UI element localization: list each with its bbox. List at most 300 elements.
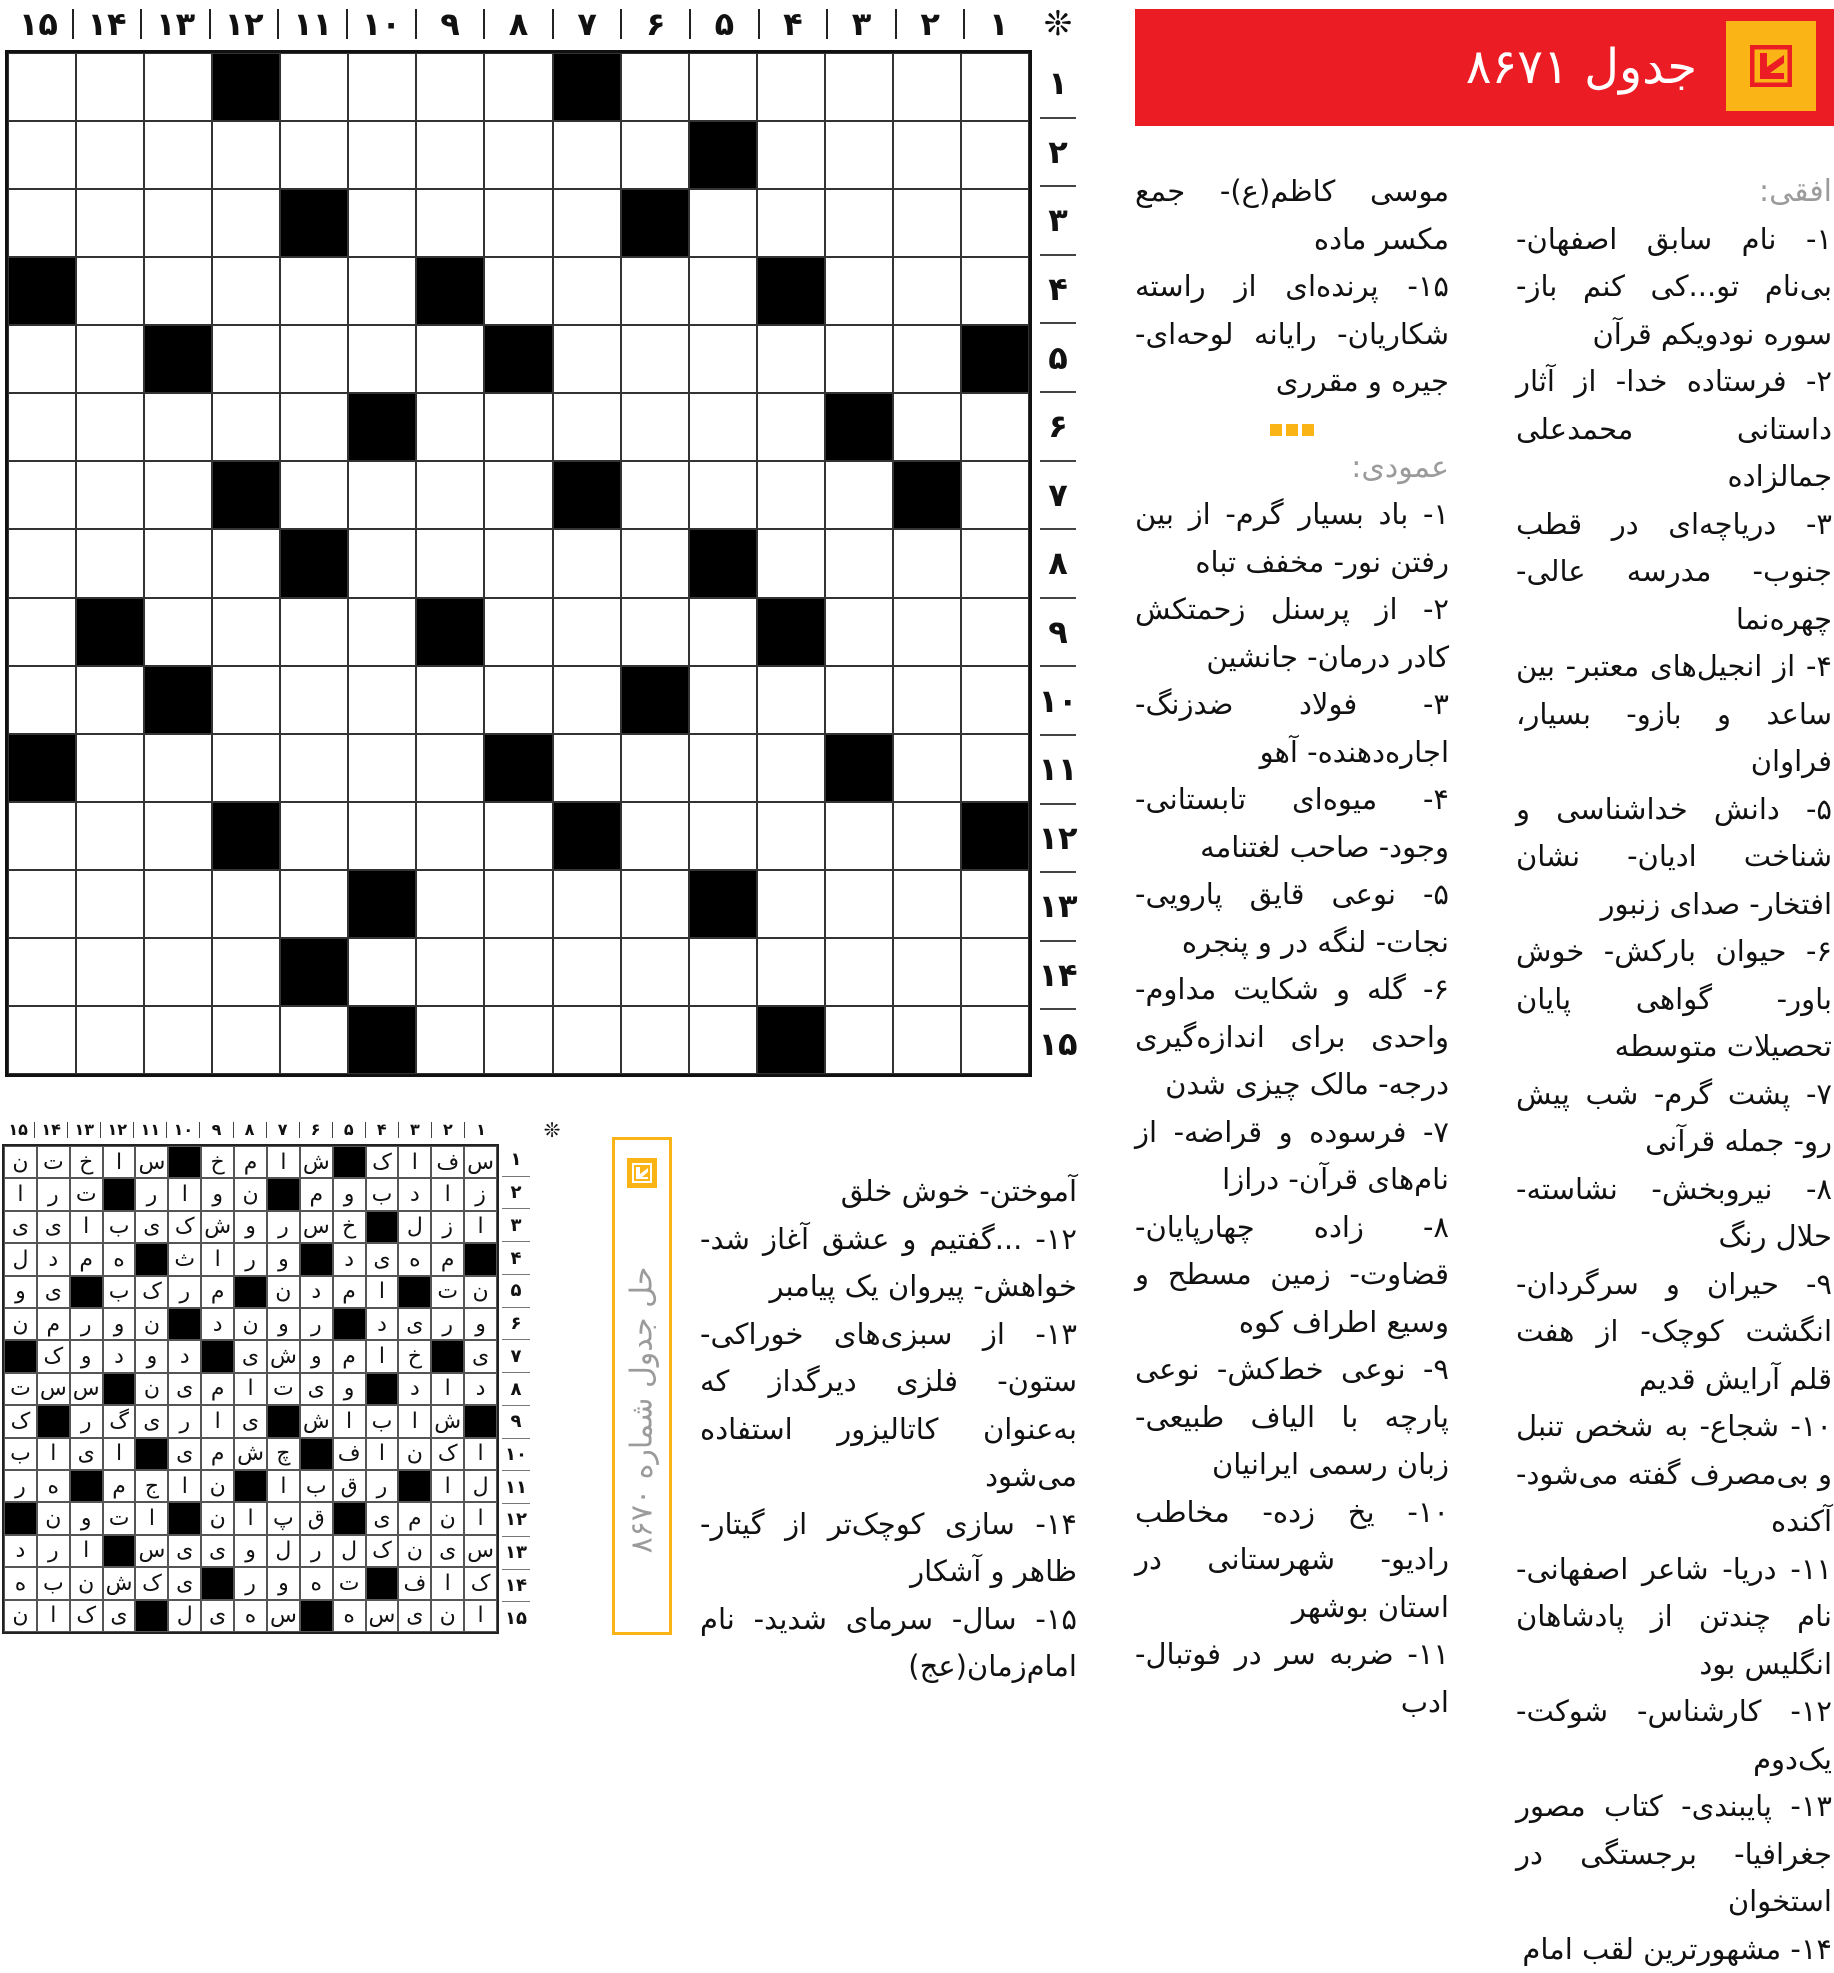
empty-cell[interactable] (8, 189, 76, 257)
down-clue: ۱۵- سال- سرمای شدید- نام امام‌زمان(عج) (700, 1596, 1077, 1691)
empty-cell[interactable] (348, 189, 416, 257)
solution-letter: ب (366, 1178, 399, 1210)
empty-cell[interactable] (76, 393, 144, 461)
puzzle-title: جدول ۸۶۷۱ (1466, 9, 1697, 126)
solution-letter: چ (267, 1438, 300, 1470)
empty-cell[interactable] (689, 189, 757, 257)
empty-cell[interactable] (416, 666, 484, 734)
solution-letter: خ (333, 1211, 366, 1243)
empty-cell[interactable] (280, 257, 348, 325)
empty-cell[interactable] (825, 1006, 893, 1074)
empty-cell[interactable] (621, 1006, 689, 1074)
solution-letter: ر (267, 1211, 300, 1243)
empty-cell[interactable] (553, 734, 621, 802)
solution-letter: ر (234, 1567, 267, 1599)
empty-cell[interactable] (212, 598, 280, 666)
empty-cell[interactable] (553, 393, 621, 461)
solution-letter: ن (4, 1600, 37, 1632)
empty-cell[interactable] (689, 53, 757, 121)
empty-cell[interactable] (825, 121, 893, 189)
empty-cell[interactable] (212, 734, 280, 802)
empty-cell[interactable] (553, 257, 621, 325)
empty-cell[interactable] (484, 257, 552, 325)
down-clue: ۱۱- ضربه سر در فوتبال- ادب (1135, 1631, 1449, 1726)
solution-letter: ا (234, 1502, 267, 1534)
empty-cell[interactable] (553, 666, 621, 734)
empty-cell[interactable] (8, 598, 76, 666)
empty-cell[interactable] (757, 189, 825, 257)
empty-cell[interactable] (76, 802, 144, 870)
solution-letter: ر (168, 1276, 201, 1308)
empty-cell[interactable] (348, 802, 416, 870)
solution-title (612, 1205, 672, 1615)
row-number: ۹ (502, 1406, 530, 1439)
empty-cell[interactable] (8, 121, 76, 189)
empty-cell[interactable] (76, 666, 144, 734)
empty-cell[interactable] (553, 121, 621, 189)
empty-cell[interactable] (825, 666, 893, 734)
column-number: ۸ (233, 1122, 266, 1138)
solution-row-numbers (502, 1144, 530, 1634)
empty-cell[interactable] (689, 257, 757, 325)
empty-cell[interactable] (280, 870, 348, 938)
empty-cell[interactable] (76, 461, 144, 529)
empty-cell[interactable] (484, 461, 552, 529)
solution-letter: ه (37, 1470, 70, 1502)
solution-letter: س (464, 1535, 497, 1567)
empty-cell[interactable] (8, 802, 76, 870)
empty-cell[interactable] (348, 121, 416, 189)
empty-cell[interactable] (144, 121, 212, 189)
row-number: ۱ (1040, 50, 1076, 119)
empty-cell[interactable] (484, 802, 552, 870)
solution-letter: د (366, 1308, 399, 1340)
empty-cell[interactable] (416, 189, 484, 257)
empty-cell[interactable] (825, 325, 893, 393)
empty-cell[interactable] (961, 598, 1029, 666)
empty-cell[interactable] (825, 598, 893, 666)
empty-cell[interactable] (348, 598, 416, 666)
empty-cell[interactable] (144, 598, 212, 666)
empty-cell[interactable] (144, 1006, 212, 1074)
column-number: ۳ (398, 1122, 431, 1138)
empty-cell[interactable] (961, 870, 1029, 938)
empty-cell[interactable] (621, 802, 689, 870)
empty-cell[interactable] (961, 938, 1029, 1006)
empty-cell[interactable] (689, 598, 757, 666)
empty-cell[interactable] (961, 121, 1029, 189)
solution-letter: ن (135, 1373, 168, 1405)
empty-cell[interactable] (212, 666, 280, 734)
empty-cell[interactable] (348, 257, 416, 325)
empty-cell[interactable] (893, 938, 961, 1006)
empty-cell[interactable] (416, 529, 484, 597)
across-heading: افقی: (1516, 168, 1832, 216)
empty-cell[interactable] (961, 393, 1029, 461)
empty-cell[interactable] (621, 121, 689, 189)
column-number: ۱۲ (100, 1122, 133, 1138)
row-number: ۴ (1040, 256, 1076, 325)
empty-cell[interactable] (76, 734, 144, 802)
empty-cell[interactable] (280, 393, 348, 461)
empty-cell[interactable] (144, 734, 212, 802)
solution-letter: پ (267, 1502, 300, 1534)
empty-cell[interactable] (553, 598, 621, 666)
empty-cell[interactable] (893, 529, 961, 597)
solution-letter: ن (37, 1502, 70, 1534)
solution-letter: ا (366, 1340, 399, 1372)
empty-cell[interactable] (757, 734, 825, 802)
empty-cell[interactable] (484, 870, 552, 938)
solution-black-cell (168, 1308, 201, 1340)
empty-cell[interactable] (280, 1006, 348, 1074)
empty-cell[interactable] (825, 938, 893, 1006)
empty-cell[interactable] (825, 53, 893, 121)
solution-letter: و (135, 1340, 168, 1372)
empty-cell[interactable] (961, 257, 1029, 325)
column-number: ۴ (365, 1122, 398, 1138)
solution-black-cell (431, 1340, 464, 1372)
black-cell (280, 938, 348, 1006)
solution-letter: ا (201, 1405, 234, 1437)
empty-cell[interactable] (212, 870, 280, 938)
solution-letter: م (37, 1308, 70, 1340)
down-clue: ۵- نوعی قایق پارویی- نجات- لنگه در و پنجره (1135, 871, 1449, 966)
empty-cell[interactable] (689, 734, 757, 802)
solution-letter: ا (333, 1405, 366, 1437)
empty-cell[interactable] (212, 257, 280, 325)
solution-black-cell (70, 1276, 103, 1308)
empty-cell[interactable] (280, 325, 348, 393)
solution-letter: ا (431, 1567, 464, 1599)
empty-cell[interactable] (553, 325, 621, 393)
empty-cell[interactable] (212, 938, 280, 1006)
empty-cell[interactable] (348, 734, 416, 802)
row-number: ۲ (1040, 119, 1076, 188)
empty-cell[interactable] (416, 1006, 484, 1074)
column-number: ۹ (415, 9, 484, 39)
empty-cell[interactable] (484, 53, 552, 121)
empty-cell[interactable] (893, 53, 961, 121)
empty-cell[interactable] (484, 393, 552, 461)
solution-letter: ن (464, 1276, 497, 1308)
empty-cell[interactable] (8, 325, 76, 393)
column-number: ۱۰ (166, 1122, 199, 1138)
solution-letter: د (398, 1373, 431, 1405)
empty-cell[interactable] (757, 938, 825, 1006)
empty-cell[interactable] (689, 393, 757, 461)
black-cell (8, 257, 76, 325)
empty-cell[interactable] (76, 53, 144, 121)
across-clue: ۱- نام سابق اصفهان- بی‌نام تو...کی کنم باز- سوره نودویکم قرآن (1516, 216, 1832, 359)
empty-cell[interactable] (280, 461, 348, 529)
empty-cell[interactable] (348, 53, 416, 121)
empty-cell[interactable] (144, 461, 212, 529)
empty-cell[interactable] (144, 529, 212, 597)
column-number: ۲ (431, 1122, 464, 1138)
solution-letter: م (431, 1243, 464, 1275)
empty-cell[interactable] (76, 938, 144, 1006)
empty-cell[interactable] (689, 1006, 757, 1074)
empty-cell[interactable] (689, 802, 757, 870)
empty-cell[interactable] (8, 529, 76, 597)
solution-letter: ب (4, 1438, 37, 1470)
solution-letter: م (201, 1276, 234, 1308)
empty-cell[interactable] (961, 529, 1029, 597)
empty-cell[interactable] (280, 802, 348, 870)
empty-cell[interactable] (416, 461, 484, 529)
solution-letter: ا (4, 1178, 37, 1210)
empty-cell[interactable] (416, 53, 484, 121)
empty-cell[interactable] (280, 666, 348, 734)
empty-cell[interactable] (757, 666, 825, 734)
clues-column-middle (1135, 168, 1449, 1726)
empty-cell[interactable] (825, 802, 893, 870)
empty-cell[interactable] (893, 1006, 961, 1074)
empty-cell[interactable] (144, 189, 212, 257)
black-cell (757, 257, 825, 325)
solution-letter: ا (366, 1276, 399, 1308)
solution-black-cell (267, 1178, 300, 1210)
down-clue: ۹- نوعی خط‌کش- نوعی پارچه با الیاف طبیعی- زبان رسمی ایرانیان (1135, 1346, 1449, 1489)
black-cell (212, 461, 280, 529)
solution-letter: د (300, 1276, 333, 1308)
column-number: ۱۱ (133, 1122, 166, 1138)
solution-letter: ی (168, 1373, 201, 1405)
solution-letter: م (333, 1276, 366, 1308)
black-cell (416, 598, 484, 666)
empty-cell[interactable] (621, 393, 689, 461)
empty-cell[interactable] (825, 529, 893, 597)
empty-cell[interactable] (621, 257, 689, 325)
row-number: ۷ (1040, 462, 1076, 531)
solution-letter: ی (70, 1438, 103, 1470)
solution-letter: ش (267, 1340, 300, 1372)
empty-cell[interactable] (8, 666, 76, 734)
solution-letter: ت (267, 1373, 300, 1405)
empty-cell[interactable] (484, 666, 552, 734)
empty-cell[interactable] (553, 938, 621, 1006)
empty-cell[interactable] (484, 598, 552, 666)
solution-letter: ش (300, 1405, 333, 1437)
empty-cell[interactable] (757, 325, 825, 393)
empty-cell[interactable] (757, 393, 825, 461)
black-cell (689, 529, 757, 597)
empty-cell[interactable] (689, 461, 757, 529)
down-clue: ۱۲- ...گفتیم و عشق آغاز شد- خواهش- پیروان یک پیامبر (700, 1216, 1077, 1311)
solution-letter: ی (168, 1567, 201, 1599)
empty-cell[interactable] (621, 529, 689, 597)
row-number: ۱۰ (1040, 667, 1076, 736)
solution-letter: و (4, 1276, 37, 1308)
empty-cell[interactable] (416, 870, 484, 938)
solution-letter: ت (333, 1567, 366, 1599)
empty-cell[interactable] (961, 666, 1029, 734)
empty-cell[interactable] (416, 938, 484, 1006)
empty-cell[interactable] (144, 802, 212, 870)
solution-letter: ی (168, 1535, 201, 1567)
empty-cell[interactable] (893, 598, 961, 666)
solution-black-cell (464, 1243, 497, 1275)
empty-cell[interactable] (893, 666, 961, 734)
black-cell (416, 257, 484, 325)
empty-cell[interactable] (621, 734, 689, 802)
empty-cell[interactable] (212, 393, 280, 461)
solution-letter: ف (431, 1146, 464, 1178)
black-cell (280, 189, 348, 257)
row-number: ۹ (1040, 599, 1076, 668)
solution-letter: ر (300, 1535, 333, 1567)
empty-cell[interactable] (825, 257, 893, 325)
empty-cell[interactable] (416, 734, 484, 802)
solution-grid (2, 1144, 499, 1634)
empty-cell[interactable] (280, 734, 348, 802)
empty-cell[interactable] (280, 121, 348, 189)
solution-letter: م (201, 1438, 234, 1470)
empty-cell[interactable] (348, 529, 416, 597)
empty-cell[interactable] (893, 121, 961, 189)
empty-cell[interactable] (144, 257, 212, 325)
empty-cell[interactable] (416, 802, 484, 870)
empty-cell[interactable] (8, 393, 76, 461)
row-number: ۱۵ (1040, 1010, 1076, 1077)
empty-cell[interactable] (212, 1006, 280, 1074)
solution-letter: ف (333, 1438, 366, 1470)
empty-cell[interactable] (8, 870, 76, 938)
empty-cell[interactable] (757, 529, 825, 597)
empty-cell[interactable] (76, 189, 144, 257)
empty-cell[interactable] (893, 734, 961, 802)
empty-cell[interactable] (689, 666, 757, 734)
empty-cell[interactable] (76, 870, 144, 938)
empty-cell[interactable] (144, 938, 212, 1006)
empty-cell[interactable] (416, 325, 484, 393)
empty-cell[interactable] (280, 53, 348, 121)
empty-cell[interactable] (893, 189, 961, 257)
empty-cell[interactable] (893, 325, 961, 393)
empty-cell[interactable] (484, 189, 552, 257)
empty-cell[interactable] (757, 870, 825, 938)
solution-letter: ه (300, 1567, 333, 1599)
solution-letter: ک (135, 1567, 168, 1599)
empty-cell[interactable] (825, 870, 893, 938)
solution-letter: د (201, 1308, 234, 1340)
empty-cell[interactable] (348, 325, 416, 393)
empty-cell[interactable] (416, 393, 484, 461)
solution-letter: ی (37, 1276, 70, 1308)
across-clue: ۵- دانش خداشناسی و شناخت ادیان- نشان افتخار- صدای زنبور (1516, 786, 1832, 929)
empty-cell[interactable] (757, 121, 825, 189)
empty-cell[interactable] (8, 938, 76, 1006)
row-number: ۱۱ (502, 1471, 530, 1504)
empty-cell[interactable] (76, 121, 144, 189)
empty-cell[interactable] (757, 53, 825, 121)
empty-cell[interactable] (280, 598, 348, 666)
empty-cell[interactable] (144, 393, 212, 461)
empty-cell[interactable] (484, 938, 552, 1006)
empty-cell[interactable] (961, 734, 1029, 802)
empty-cell[interactable] (212, 325, 280, 393)
solution-letter: ر (135, 1178, 168, 1210)
black-cell (621, 666, 689, 734)
empty-cell[interactable] (553, 1006, 621, 1074)
empty-cell[interactable] (8, 461, 76, 529)
empty-cell[interactable] (8, 53, 76, 121)
empty-cell[interactable] (212, 189, 280, 257)
solution-letter: ر (70, 1308, 103, 1340)
empty-cell[interactable] (893, 870, 961, 938)
solution-letter: م (70, 1243, 103, 1275)
empty-cell[interactable] (893, 393, 961, 461)
empty-cell[interactable] (689, 325, 757, 393)
solution-letter: ی (300, 1373, 333, 1405)
solution-letter: د (37, 1243, 70, 1275)
empty-cell[interactable] (621, 870, 689, 938)
empty-cell[interactable] (416, 121, 484, 189)
empty-cell[interactable] (348, 938, 416, 1006)
empty-cell[interactable] (893, 802, 961, 870)
empty-cell[interactable] (689, 938, 757, 1006)
empty-cell[interactable] (144, 53, 212, 121)
empty-cell[interactable] (76, 1006, 144, 1074)
black-cell (348, 870, 416, 938)
empty-cell[interactable] (961, 189, 1029, 257)
empty-cell[interactable] (961, 53, 1029, 121)
empty-cell[interactable] (212, 121, 280, 189)
empty-cell[interactable] (553, 529, 621, 597)
solution-black-cell (267, 1405, 300, 1437)
empty-cell[interactable] (825, 189, 893, 257)
solution-letter: ش (431, 1405, 464, 1437)
empty-cell[interactable] (893, 257, 961, 325)
down-clue: ۴- میوه‌ای تابستانی- وجود- صاحب لغتنامه (1135, 776, 1449, 871)
solution-letter: و (201, 1178, 234, 1210)
empty-cell[interactable] (621, 461, 689, 529)
solution-letter: س (366, 1600, 399, 1632)
empty-cell[interactable] (76, 325, 144, 393)
empty-cell[interactable] (757, 802, 825, 870)
solution-letter: ب (37, 1567, 70, 1599)
black-cell (825, 393, 893, 461)
empty-cell[interactable] (484, 529, 552, 597)
empty-cell[interactable] (76, 257, 144, 325)
empty-cell[interactable] (621, 598, 689, 666)
empty-cell[interactable] (348, 666, 416, 734)
empty-cell[interactable] (144, 870, 212, 938)
empty-cell[interactable] (825, 461, 893, 529)
empty-cell[interactable] (961, 461, 1029, 529)
solution-letter: ی (135, 1211, 168, 1243)
solution-black-cell (333, 1502, 366, 1534)
empty-cell[interactable] (348, 461, 416, 529)
empty-cell[interactable] (621, 938, 689, 1006)
empty-cell[interactable] (484, 121, 552, 189)
solution-black-cell (168, 1146, 201, 1178)
empty-cell[interactable] (621, 325, 689, 393)
solution-letter: ا (267, 1470, 300, 1502)
empty-cell[interactable] (212, 529, 280, 597)
empty-cell[interactable] (621, 53, 689, 121)
empty-cell[interactable] (76, 529, 144, 597)
empty-cell[interactable] (8, 1006, 76, 1074)
empty-cell[interactable] (961, 1006, 1029, 1074)
across-clue: ۱۳- پایبندی- کتاب مصور جغرافیا- برجستگی در استخوان (1516, 1783, 1832, 1926)
empty-cell[interactable] (484, 1006, 552, 1074)
solution-letter: ی (37, 1211, 70, 1243)
empty-cell[interactable] (757, 461, 825, 529)
empty-cell[interactable] (553, 870, 621, 938)
empty-cell[interactable] (553, 189, 621, 257)
